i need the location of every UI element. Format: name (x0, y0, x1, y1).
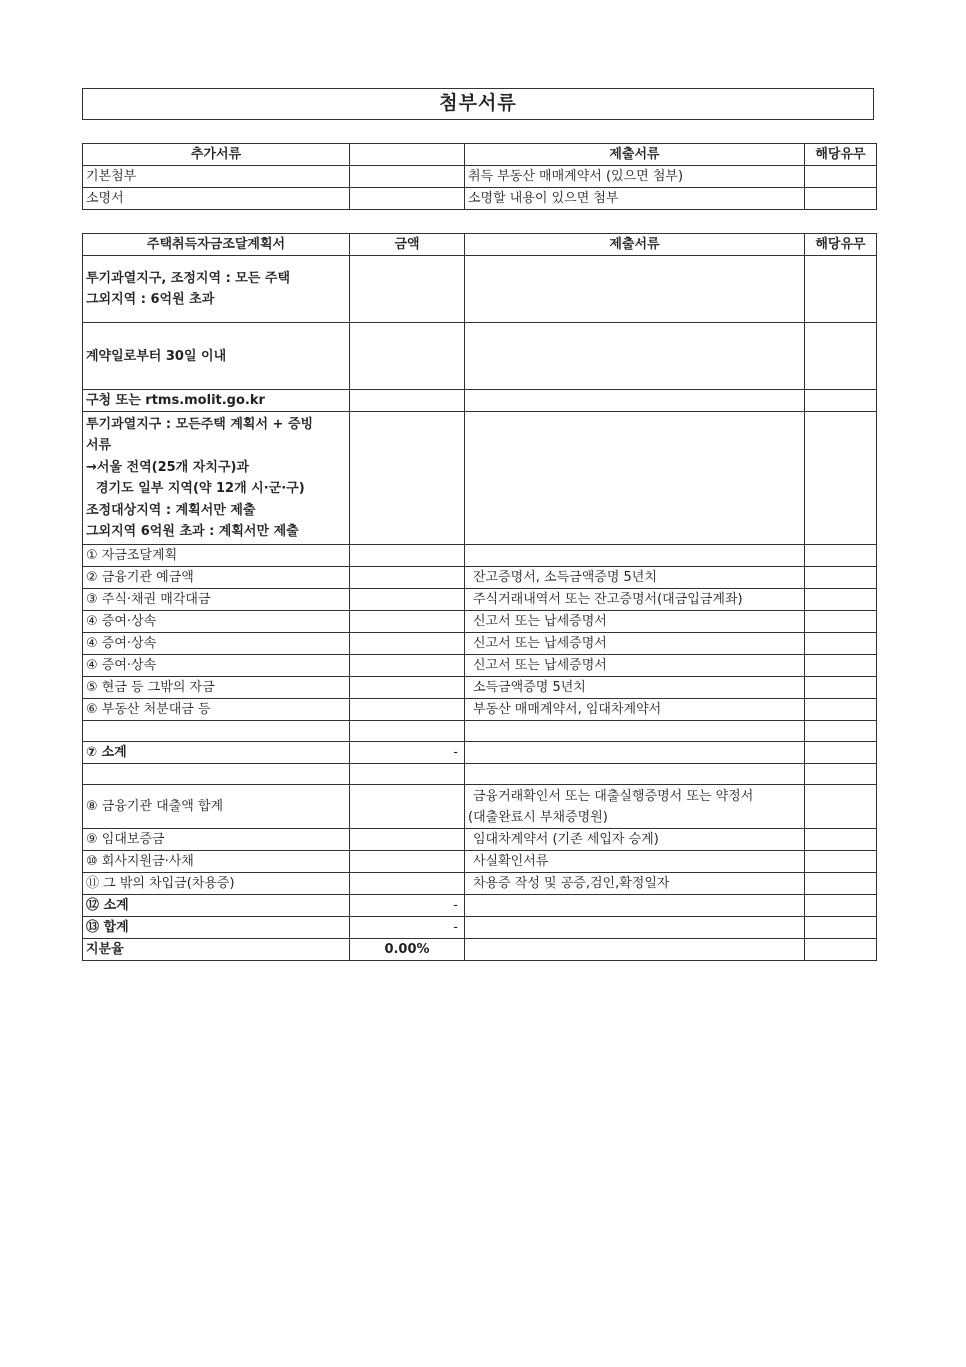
row-amount[interactable] (350, 188, 465, 210)
blank-cell (805, 742, 877, 764)
item-doc: 임대차계약서 (기존 세입자 승계) (465, 829, 805, 851)
item-amount[interactable] (350, 589, 465, 611)
item-doc: 신고서 또는 납세증명서 (465, 611, 805, 633)
item-applicable[interactable] (805, 545, 877, 567)
blank-cell (805, 939, 877, 961)
item-applicable[interactable] (805, 677, 877, 699)
table-row (83, 589, 877, 611)
info-submit-place: 구청 또는 rtms.molit.go.kr (83, 390, 350, 412)
table-row (83, 829, 877, 851)
item-name: ① 자금조달계획 (83, 545, 350, 567)
header-submit-docs: 제출서류 (465, 144, 805, 166)
header-blank (350, 144, 465, 166)
item-doc: 차용증 작성 및 공증,검인,확정일자 (465, 873, 805, 895)
header-funding-plan: 주택취득자금조달계획서 (83, 234, 350, 256)
table-row (83, 873, 877, 895)
row-doc: 소명할 내용이 있으면 첨부 (465, 188, 805, 210)
item-doc: 주식거래내역서 또는 잔고증명서(대금입금계좌) (465, 589, 805, 611)
loan-amount[interactable] (350, 785, 465, 829)
blank-cell[interactable] (350, 721, 465, 742)
table-row (83, 851, 877, 873)
blank-cell (465, 323, 805, 390)
loan-doc (465, 785, 805, 829)
item-name: ② 금융기관 예금액 (83, 567, 350, 589)
loan-row (83, 785, 877, 829)
table-row (83, 655, 877, 677)
blank-cell (465, 390, 805, 412)
item-name: ⑩ 회사지원금·사채 (83, 851, 350, 873)
total-row (83, 917, 877, 939)
info-rules-line6: 그외지역 6억원 초과 : 계획서만 제출 (86, 524, 299, 539)
item-applicable[interactable] (805, 699, 877, 721)
blank-cell (350, 390, 465, 412)
item-amount[interactable] (350, 829, 465, 851)
blank-cell[interactable] (83, 721, 350, 742)
info-deadline: 계약일로부터 30일 이내 (83, 323, 350, 390)
row-applicable[interactable] (805, 166, 877, 188)
info-row-submit-place (83, 390, 877, 412)
blank-cell (805, 390, 877, 412)
item-name: ⑪ 그 밖의 차입금(차용증) (83, 873, 350, 895)
blank-cell (465, 939, 805, 961)
info-rules-line1: 투기과열지구 : 모든주택 계획서 + 증빙 (86, 416, 314, 432)
item-amount[interactable] (350, 567, 465, 589)
blank-cell (805, 917, 877, 939)
table-row (83, 188, 877, 210)
subtotal-row (83, 742, 877, 764)
blank-cell (465, 412, 805, 545)
blank-cell (465, 742, 805, 764)
empty-row (83, 764, 877, 785)
subtotal-amount: - (350, 742, 465, 764)
blank-cell[interactable] (465, 721, 805, 742)
item-applicable[interactable] (805, 655, 877, 677)
blank-cell (465, 895, 805, 917)
row-name: 기본첨부 (83, 166, 350, 188)
blank-cell (350, 323, 465, 390)
blank-cell[interactable] (465, 764, 805, 785)
item-amount[interactable] (350, 545, 465, 567)
blank-cell (805, 895, 877, 917)
info-rules (83, 412, 350, 545)
item-name: ⑨ 임대보증금 (83, 829, 350, 851)
header-submit-docs: 제출서류 (465, 234, 805, 256)
item-name: ⑤ 현금 등 그밖의 자금 (83, 677, 350, 699)
info-rules-line3: →서울 전역(25개 자치구)과 (86, 459, 249, 475)
blank-cell (805, 323, 877, 390)
info-row-deadline (83, 323, 877, 390)
blank-cell[interactable] (805, 764, 877, 785)
row-amount[interactable] (350, 166, 465, 188)
info-target-line2: 그외지역 : 6억원 초과 (86, 292, 215, 307)
empty-row (83, 721, 877, 742)
table-row (83, 611, 877, 633)
info-row-target (83, 256, 877, 323)
page-title: 첨부서류 (82, 88, 874, 120)
item-applicable[interactable] (805, 567, 877, 589)
blank-cell (465, 256, 805, 323)
additional-documents-table (82, 143, 877, 210)
blank-cell[interactable] (805, 721, 877, 742)
total-amount: - (350, 917, 465, 939)
item-applicable[interactable] (805, 851, 877, 873)
item-name: ④ 증여·상속 (83, 611, 350, 633)
item-name: ⑥ 부동산 처분대금 등 (83, 699, 350, 721)
item-amount[interactable] (350, 611, 465, 633)
ratio-row (83, 939, 877, 961)
info-rules-line5: 조정대상지역 : 계획서만 제출 (86, 502, 256, 518)
subtotal2-label: ⑫ 소계 (83, 895, 350, 917)
item-doc: 신고서 또는 납세증명서 (465, 655, 805, 677)
subtotal-label: ⑦ 소계 (83, 742, 350, 764)
item-applicable[interactable] (805, 873, 877, 895)
item-amount[interactable] (350, 633, 465, 655)
total-label: ⑬ 합계 (83, 917, 350, 939)
table-row (83, 545, 877, 567)
item-doc: 소득금액증명 5년치 (465, 677, 805, 699)
item-applicable[interactable] (805, 633, 877, 655)
item-doc (465, 545, 805, 567)
table-row (83, 677, 877, 699)
subtotal2-amount: - (350, 895, 465, 917)
info-row-rules (83, 412, 877, 545)
loan-doc-line1: 금융거래확인서 또는 대출실행증명서 또는 약정서 (473, 788, 754, 804)
item-name: ④ 증여·상속 (83, 655, 350, 677)
info-rules-line2: 서류 (86, 438, 112, 453)
info-target-line1: 투기과열지구, 조정지역 : 모든 주택 (86, 271, 291, 286)
item-amount[interactable] (350, 677, 465, 699)
blank-cell (805, 412, 877, 545)
item-doc: 사실확인서류 (465, 851, 805, 873)
subtotal-row (83, 895, 877, 917)
header-applicable: 해당유무 (805, 234, 877, 256)
item-doc: 부동산 매매계약서, 임대차계약서 (465, 699, 805, 721)
loan-applicable[interactable] (805, 785, 877, 829)
item-amount[interactable] (350, 655, 465, 677)
funding-plan-table (82, 233, 877, 961)
item-amount[interactable] (350, 873, 465, 895)
item-name: ③ 주식·채권 매각대금 (83, 589, 350, 611)
header-additional-docs: 추가서류 (83, 144, 350, 166)
table-header-row (83, 144, 877, 166)
item-amount[interactable] (350, 851, 465, 873)
item-name: ④ 증여·상속 (83, 633, 350, 655)
info-rules-line4: 경기도 일부 지역(약 12개 시·군·구) (96, 481, 305, 496)
item-applicable[interactable] (805, 611, 877, 633)
item-doc: 잔고증명서, 소득금액증명 5년치 (465, 567, 805, 589)
header-amount: 금액 (350, 234, 465, 256)
blank-cell (350, 412, 465, 545)
info-target (83, 256, 350, 323)
row-name: 소명서 (83, 188, 350, 210)
item-applicable[interactable] (805, 829, 877, 851)
blank-cell[interactable] (83, 764, 350, 785)
item-doc: 신고서 또는 납세증명서 (465, 633, 805, 655)
loan-label: ⑧ 금융기관 대출액 합계 (83, 785, 350, 829)
table-row (83, 699, 877, 721)
ratio-label: 지분율 (83, 939, 350, 961)
loan-doc-line2: (대출완료시 부채증명원) (468, 809, 608, 825)
table-row (83, 633, 877, 655)
blank-cell (465, 917, 805, 939)
header-applicable: 해당유무 (805, 144, 877, 166)
table-row (83, 166, 877, 188)
item-amount[interactable] (350, 699, 465, 721)
table-header-row (83, 234, 877, 256)
blank-cell[interactable] (350, 764, 465, 785)
item-applicable[interactable] (805, 589, 877, 611)
ratio-value: 0.00% (350, 939, 465, 961)
blank-cell (805, 256, 877, 323)
blank-cell (350, 256, 465, 323)
row-doc: 취득 부동산 매매계약서 (있으면 첨부) (465, 166, 805, 188)
table-row (83, 567, 877, 589)
row-applicable[interactable] (805, 188, 877, 210)
